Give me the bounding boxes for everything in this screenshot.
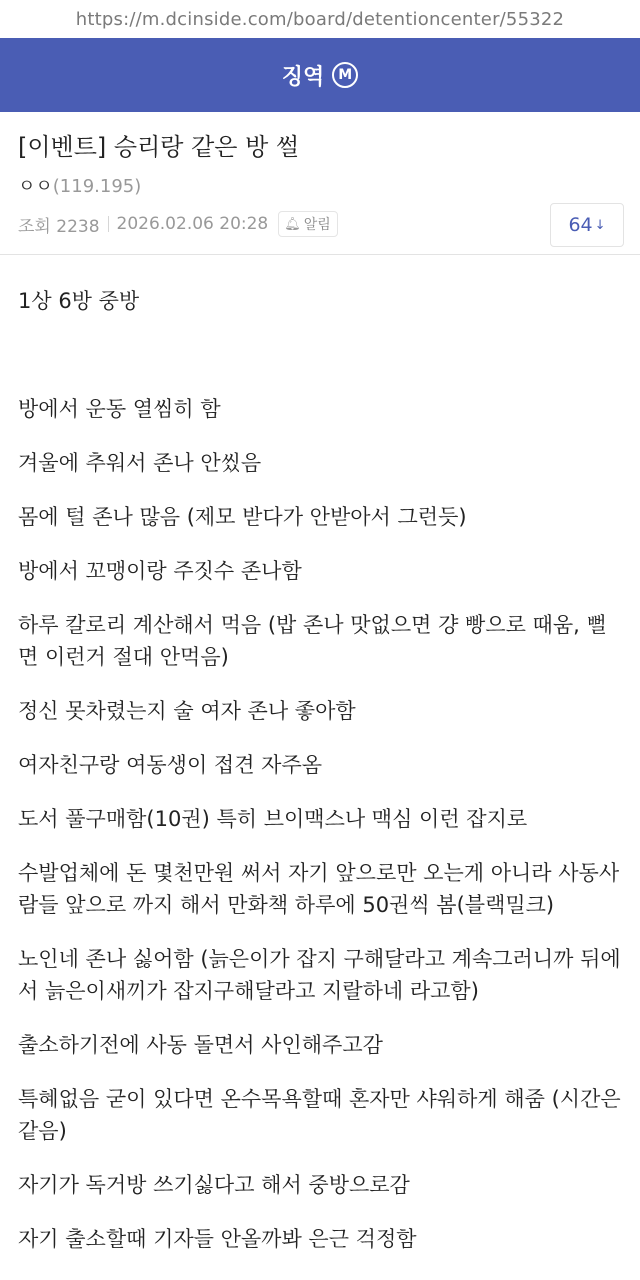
url-text: https://m.dcinside.com/board/detentioncenter/55322 bbox=[75, 8, 565, 30]
author-name[interactable]: ㅇㅇ bbox=[18, 176, 53, 197]
author-ip: (119.195) bbox=[52, 176, 142, 197]
body-paragraph: 여자친구랑 여동생이 접견 자주옴 bbox=[18, 753, 323, 777]
meta-divider bbox=[108, 216, 109, 232]
comment-count: 64 bbox=[568, 214, 593, 236]
post-meta bbox=[18, 211, 338, 237]
gallery-title[interactable]: 징역 bbox=[281, 64, 325, 90]
body-paragraph: 몸에 털 존나 많음 (제모 받다가 안받아서 그런듯) bbox=[18, 505, 467, 529]
address-bar[interactable] bbox=[0, 0, 640, 38]
author-line bbox=[18, 176, 622, 198]
body-paragraph: 노인네 존나 싫어함 (늙은이가 잡지 구해달라고 계속그러니까 뒤에서 늙은이새끼가 잡지구해달라고 지랄하네 라고함) bbox=[18, 947, 621, 1003]
minor-gallery-badge-icon: M bbox=[332, 62, 358, 88]
body-paragraph: 겨울에 추워서 존나 안씼음 bbox=[18, 451, 262, 475]
body-paragraph: 하루 칼로리 계산해서 먹음 (밥 존나 맛없으면 걍 빵으로 때움, 뻘면 이런거 절대 안먹음) bbox=[18, 613, 607, 669]
arrow-down-icon: ↓ bbox=[594, 217, 606, 233]
body-paragraph: 수발업체에 돈 몇천만원 써서 자기 앞으로만 오는게 아니라 사동사람들 앞으로 까지 해서 만화책 하루에 50권씩 봄(블랙밀크) bbox=[18, 861, 620, 917]
body-paragraph: 1상 6방 중방 bbox=[18, 289, 140, 313]
body-paragraph: 자기가 독거방 쓰기싫다고 해서 중방으로감 bbox=[18, 1173, 410, 1197]
body-paragraph: 특혜없음 굳이 있다면 온수목욕할때 혼자만 샤워하게 해줌 (시간은 같음) bbox=[18, 1087, 621, 1143]
body-paragraph: 출소하기전에 사동 돌면서 사인해주고감 bbox=[18, 1033, 383, 1057]
body-paragraph: 도서 풀구매함(10권) 특히 브이맥스나 맥심 이런 잡지로 bbox=[18, 807, 528, 831]
body-paragraph: 자기 출소할때 기자들 안올까봐 은근 걱정함 bbox=[18, 1227, 417, 1251]
body-paragraph: 정신 못차렸는지 술 여자 존나 좋아함 bbox=[18, 699, 356, 723]
body-paragraph: 방에서 꼬맹이랑 주짓수 존나함 bbox=[18, 559, 302, 583]
body-paragraph: 방에서 운동 열씸히 함 bbox=[18, 397, 221, 421]
post-body bbox=[0, 255, 640, 1255]
alarm-button[interactable] bbox=[278, 211, 338, 237]
gallery-header bbox=[0, 38, 640, 112]
alarm-label: 알림 bbox=[303, 217, 331, 233]
comment-jump-button[interactable] bbox=[550, 203, 624, 247]
post-header bbox=[0, 112, 640, 255]
bell-icon: 🔔︎ bbox=[284, 216, 301, 232]
post-date: 2026.02.06 20:28 bbox=[116, 214, 269, 234]
post-title: [이벤트] 승리랑 같은 방 썰 bbox=[18, 133, 300, 161]
view-count: 조회 2238 bbox=[18, 216, 100, 237]
